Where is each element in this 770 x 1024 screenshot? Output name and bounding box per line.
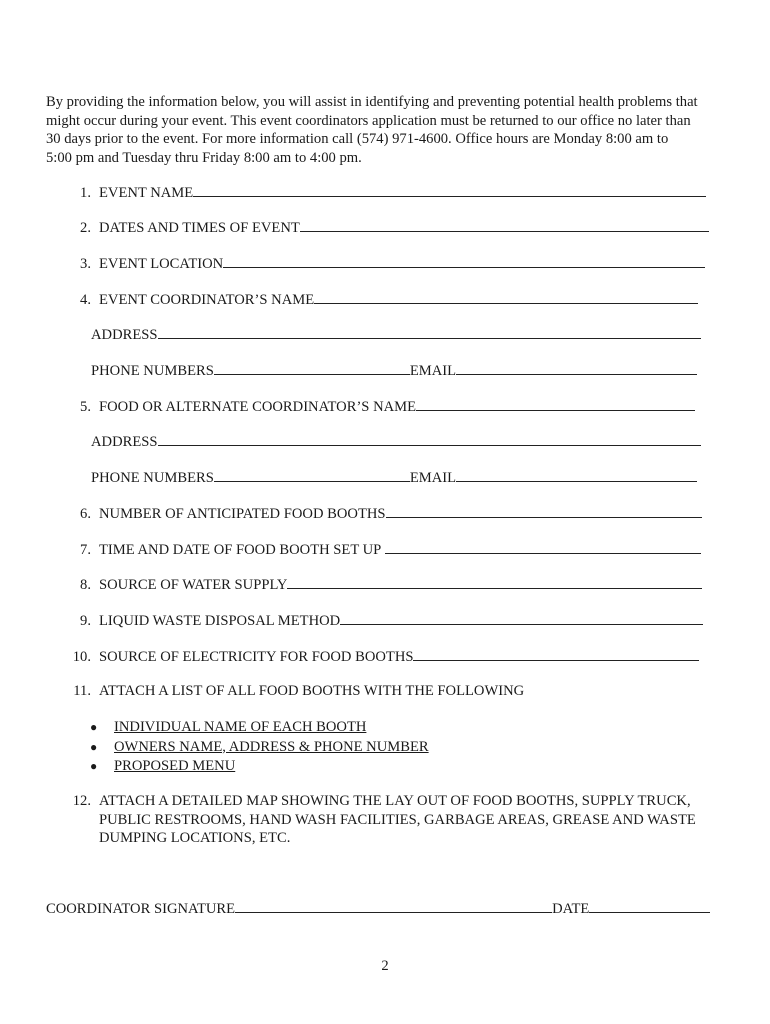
item-number: 4. <box>80 292 91 308</box>
item-number: 2. <box>80 220 91 236</box>
coordinator-address-line[interactable] <box>158 324 701 339</box>
item-number: 9. <box>80 613 91 629</box>
list-item-text: PROPOSED MENU <box>114 758 236 774</box>
booth-setup-line[interactable] <box>385 539 701 554</box>
list-item <box>90 718 429 738</box>
field-label: FOOD OR ALTERNATE COORDINATOR’S NAME <box>99 399 417 415</box>
field-label: EVENT LOCATION <box>99 256 224 272</box>
alternate-coordinator-name-line[interactable] <box>416 396 695 411</box>
item-number: 12. <box>72 793 91 809</box>
item-number: 10. <box>72 649 91 665</box>
signature-label: COORDINATOR SIGNATURE <box>46 901 236 917</box>
item-text-line: PUBLIC RESTROOMS, HAND WASH FACILITIES, GARBAGE AREAS, GREASE AND WASTE <box>99 811 696 828</box>
item-number: 5. <box>80 399 91 415</box>
field-label: EMAIL <box>409 363 457 379</box>
intro-line: By providing the information below, you will assist in identifying and preventing potential health problems that <box>46 94 698 110</box>
signature-line[interactable] <box>235 898 552 913</box>
item-text-line: ATTACH A DETAILED MAP SHOWING THE LAY OUT OF FOOD BOOTHS, SUPPLY TRUCK, <box>99 793 691 809</box>
page-number: 2 <box>381 958 389 974</box>
field-label: NUMBER OF ANTICIPATED FOOD BOOTHS <box>99 506 386 522</box>
field-dates-times <box>46 217 709 237</box>
anticipated-booths-line[interactable] <box>386 503 702 518</box>
field-event-location <box>46 253 705 273</box>
booth-requirements-list <box>90 718 429 777</box>
coordinator-email-line[interactable] <box>456 360 697 375</box>
item-number: 1. <box>80 185 91 201</box>
liquid-waste-line[interactable] <box>340 610 703 625</box>
intro-line: 30 days prior to the event. For more information call (574) 971-4600. Office hours are Monday 8:00 am to <box>46 131 669 147</box>
field-label: DATES AND TIMES OF EVENT <box>99 220 300 236</box>
item-number: 7. <box>80 542 91 558</box>
item-label: ATTACH A LIST OF ALL FOOD BOOTHS WITH THE FOLLOWING <box>99 683 525 699</box>
item-number: 3. <box>80 256 91 272</box>
alternate-address-line[interactable] <box>158 431 701 446</box>
field-coordinator-contact <box>91 360 697 380</box>
field-label: EVENT NAME <box>99 185 194 201</box>
alternate-phone-line[interactable] <box>214 467 410 482</box>
field-label: PHONE NUMBERS <box>91 470 214 486</box>
item-text-line: DUMPING LOCATIONS, ETC. <box>99 830 291 846</box>
signature-row <box>46 898 710 918</box>
field-anticipated-booths <box>46 503 702 523</box>
item-attach-booth-list <box>46 681 524 701</box>
field-label: PHONE NUMBERS <box>91 363 214 379</box>
coordinator-phone-line[interactable] <box>214 360 410 375</box>
field-label: EVENT COORDINATOR’S NAME <box>99 292 315 308</box>
bullet-icon: ● <box>90 759 98 773</box>
item-number: 6. <box>80 506 91 522</box>
field-label: EMAIL <box>409 470 457 486</box>
list-item-text: OWNERS NAME, ADDRESS & PHONE NUMBER <box>114 738 429 755</box>
field-event-name <box>46 182 706 202</box>
coordinator-name-line[interactable] <box>314 289 698 304</box>
dates-times-line[interactable] <box>300 217 709 232</box>
list-item <box>90 757 429 777</box>
list-item <box>90 738 429 758</box>
field-alternate-contact <box>91 467 697 487</box>
item-number: 8. <box>80 577 91 593</box>
water-supply-line[interactable] <box>287 574 702 589</box>
bullet-icon: ● <box>90 720 98 734</box>
intro-paragraph <box>46 93 736 167</box>
field-alternate-address <box>91 431 701 451</box>
field-label: TIME AND DATE OF FOOD BOOTH SET UP <box>99 542 382 558</box>
item-attach-map <box>46 792 739 848</box>
field-label: SOURCE OF WATER SUPPLY <box>99 577 288 593</box>
field-coordinator-address <box>91 324 701 344</box>
item-number: 11. <box>73 683 91 699</box>
field-electricity-source <box>46 646 699 666</box>
field-liquid-waste <box>46 610 703 630</box>
field-alternate-coordinator-name <box>46 396 695 416</box>
item-text <box>99 792 739 848</box>
intro-line: might occur during your event. This event coordinators application must be returned to our office no later than <box>46 112 691 129</box>
field-booth-setup <box>46 539 701 559</box>
electricity-source-line[interactable] <box>413 646 699 661</box>
field-coordinator-name <box>46 289 698 309</box>
list-item-text: INDIVIDUAL NAME OF EACH BOOTH <box>114 719 367 735</box>
bullet-icon: ● <box>90 739 98 754</box>
intro-line: 5:00 pm and Tuesday thru Friday 8:00 am to 4:00 pm. <box>46 149 362 166</box>
field-water-supply <box>46 574 702 594</box>
field-label: LIQUID WASTE DISPOSAL METHOD <box>99 613 341 629</box>
event-location-line[interactable] <box>223 253 705 268</box>
field-label: ADDRESS <box>91 434 158 450</box>
event-name-line[interactable] <box>193 182 706 197</box>
field-label: ADDRESS <box>91 327 158 343</box>
date-label: DATE <box>552 901 590 917</box>
date-line[interactable] <box>589 898 710 913</box>
field-label: SOURCE OF ELECTRICITY FOR FOOD BOOTHS <box>99 649 414 665</box>
alternate-email-line[interactable] <box>456 467 697 482</box>
